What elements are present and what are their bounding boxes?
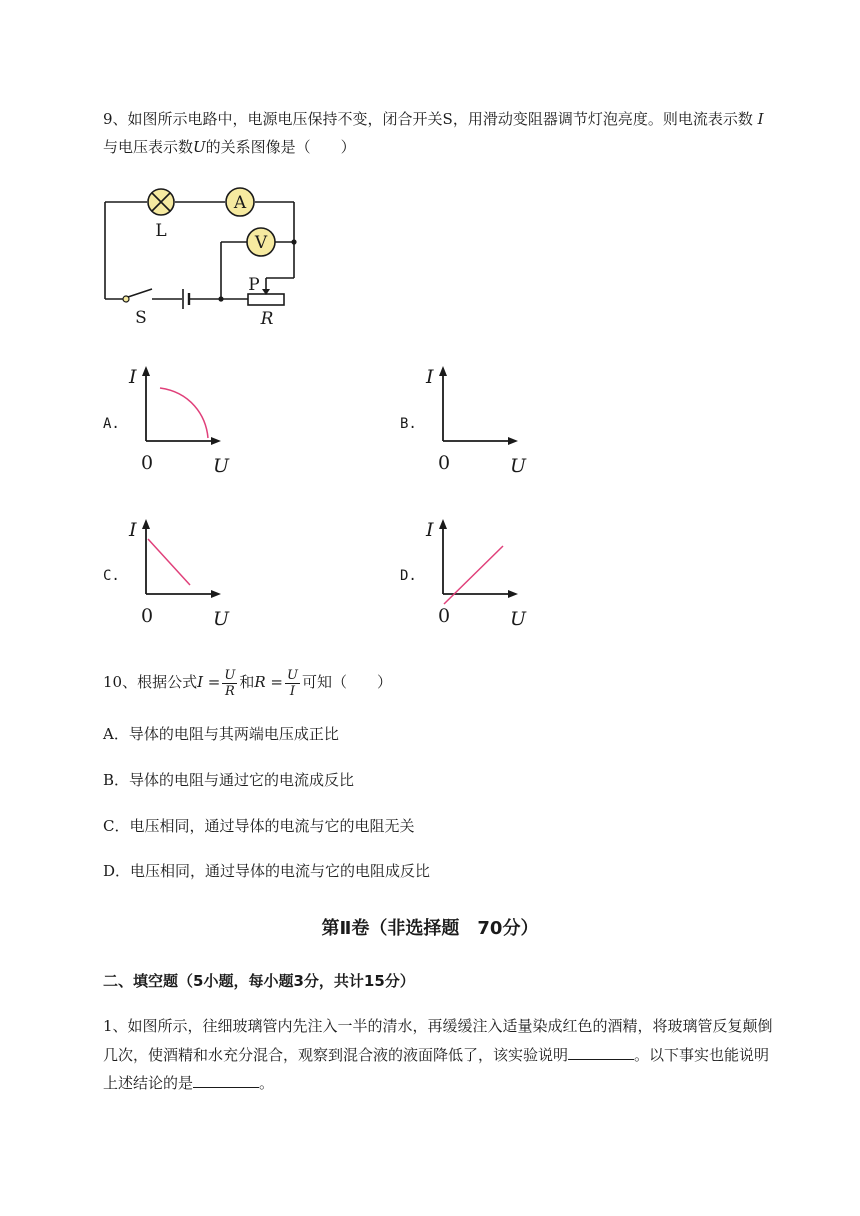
q9-stem-suffix: 的关系图像是（ ） — [205, 138, 356, 156]
q9-option-label-b[interactable]: B. — [400, 416, 417, 432]
part2-title: 二、填空题（5小题，每小题3分，共计15分） — [103, 972, 415, 990]
x-axis-label: U — [510, 455, 527, 477]
x-axis-arrow-icon — [211, 590, 221, 598]
q9-var-u: U — [193, 138, 206, 156]
ammeter-label: A — [233, 193, 247, 213]
q9-option-label-a[interactable]: A. — [103, 416, 120, 432]
q9-stem-line2 — [103, 137, 356, 157]
x-axis-arrow-icon — [508, 590, 518, 598]
y-axis-arrow-icon — [439, 366, 447, 376]
relation-curve — [160, 388, 208, 438]
fill-q1-line2-b: 。以下事实也能说明 — [634, 1046, 770, 1064]
x-axis-arrow-icon — [211, 437, 221, 445]
switch-label: S — [135, 308, 147, 328]
answer-blank-2[interactable] — [193, 1072, 259, 1088]
voltmeter-label: V — [254, 233, 268, 253]
q10-prefix: 10、根据公式 — [103, 673, 198, 691]
fill-q1-line3 — [103, 1072, 274, 1093]
circuit-diagram — [95, 180, 310, 330]
q10-f2-denominator: I — [289, 683, 296, 699]
q10-stem — [103, 667, 392, 699]
x-axis-label: U — [510, 608, 527, 630]
relation-curve — [148, 539, 190, 585]
q10-option-a[interactable]: A．导体的电阻与其两端电压成正比 — [103, 725, 339, 743]
y-axis-arrow-icon — [142, 519, 150, 529]
q9-option-graph-d — [422, 515, 532, 635]
fill-q1-line3-a: 上述结论的是 — [103, 1074, 194, 1092]
q10-formula2-fraction — [285, 668, 300, 699]
q10-option-b[interactable]: B．导体的电阻与通过它的电流成反比 — [103, 771, 355, 789]
fill-q1-line2 — [103, 1044, 769, 1065]
q9-stem-prefix: 与电压表示数 — [103, 138, 194, 156]
y-axis-arrow-icon — [439, 519, 447, 529]
q9-option-graph-b — [422, 362, 532, 482]
y-axis-arrow-icon — [142, 366, 150, 376]
rheostat-label: R — [260, 309, 274, 329]
q9-var-i: I — [757, 110, 764, 128]
q10-f2-numerator: U — [286, 667, 298, 683]
answer-blank-1[interactable] — [568, 1044, 634, 1060]
y-axis-label: I — [129, 519, 137, 541]
section-title: 第Ⅱ卷（非选择题 70分） — [321, 918, 539, 939]
q10-mid: 和 — [239, 673, 255, 691]
x-axis-label: U — [213, 608, 230, 630]
origin-label: 0 — [438, 605, 451, 627]
y-axis-label: I — [426, 366, 434, 388]
y-axis-label: I — [129, 366, 137, 388]
q10-formula1-lhs: I = — [197, 673, 221, 691]
q9-stem-text: 9、如图所示电路中，电源电压保持不变，闭合开关S，用滑动变阻器调节灯泡亮度。则电流表示数 — [103, 110, 753, 128]
fill-q1-line2-a: 几次，使酒精和水充分混合，观察到混合液的液面降低了，该实验说明 — [103, 1046, 569, 1064]
fill-q1-line1: 1、如图所示，往细玻璃管内先注入一半的清水，再缓缓注入适量染成红色的酒精，将玻璃管反复颠倒 — [103, 1017, 773, 1035]
q10-option-c[interactable]: C．电压相同，通过导体的电流与它的电阻无关 — [103, 817, 415, 835]
origin-label: 0 — [141, 452, 154, 474]
q9-option-graph-a — [125, 362, 235, 482]
q9-option-label-d[interactable]: D. — [400, 568, 417, 584]
q9-stem-line1 — [103, 109, 764, 129]
q10-formula1-fraction — [222, 668, 237, 699]
slider-label: P — [248, 275, 260, 295]
q10-f1-denominator: R — [224, 683, 235, 699]
origin-label: 0 — [141, 605, 154, 627]
y-axis-label: I — [426, 519, 434, 541]
q10-f1-numerator: U — [224, 667, 236, 683]
q10-formula2-lhs: R = — [254, 673, 283, 691]
q9-option-label-c[interactable]: C. — [103, 568, 120, 584]
relation-curve — [444, 546, 503, 604]
fill-q1-line3-b: 。 — [259, 1074, 275, 1092]
q9-option-graph-c — [125, 515, 235, 635]
x-axis-label: U — [213, 455, 230, 477]
q10-suffix: 可知（ ） — [301, 673, 392, 691]
q10-option-d[interactable]: D．电压相同，通过导体的电流与它的电阻成反比 — [103, 862, 431, 880]
x-axis-arrow-icon — [508, 437, 518, 445]
origin-label: 0 — [438, 452, 451, 474]
lamp-label: L — [155, 221, 167, 241]
